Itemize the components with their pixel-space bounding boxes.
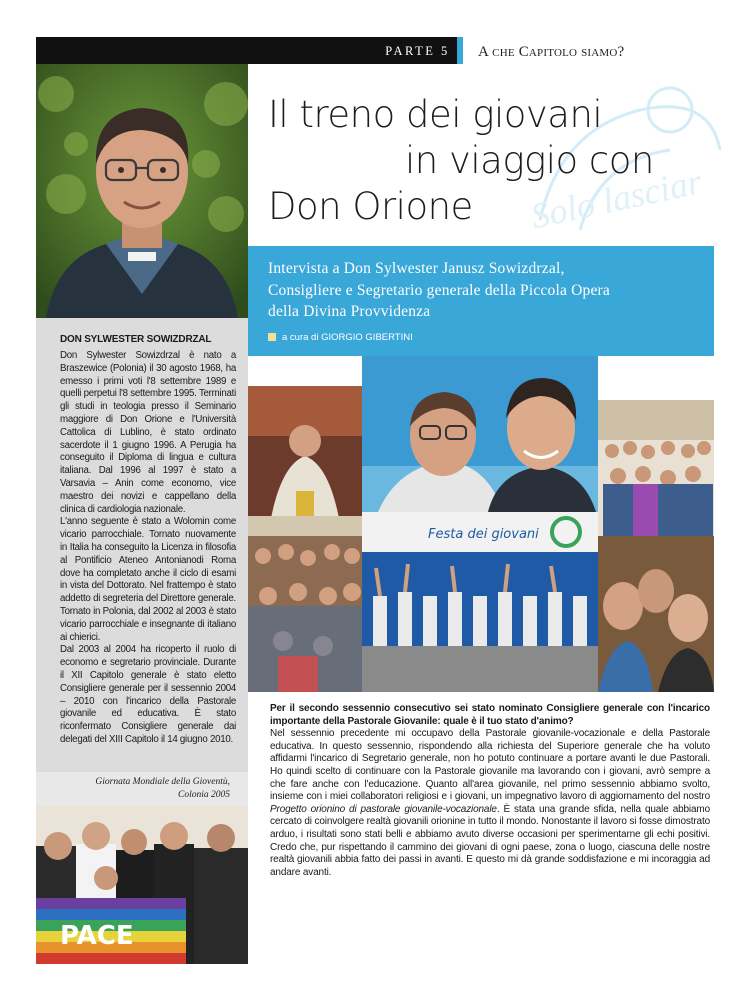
photo-collage: [248, 356, 714, 692]
youth-day-photo: [36, 806, 248, 964]
photo-caption: [60, 776, 230, 801]
interview-question: Per il secondo sessennio consecutivo sei stato nominato Consigliere generale con l'incarico importante della Pastorale Giovanile: quale è il tuo stato d'animo?: [270, 703, 710, 727]
interview-answer: [270, 728, 710, 879]
peace-flag-text: PACE: [60, 921, 134, 951]
stage-banner-text: Festa dei giovani: [428, 527, 539, 542]
subtitle-line: Intervista a Don Sylwester Janusz Sowizdrzal,: [268, 260, 565, 277]
headline-line: Il treno dei giovani: [268, 93, 603, 136]
part-tab-accent: [457, 37, 463, 64]
photo-group-right: [598, 400, 714, 536]
subtitle: [268, 258, 698, 323]
answer-text: Nel sessennio precedente mi occupavo della Pastorale giovanile-vocazionale e della Pastorale educativa. In questo sessennio, rispondendo alla richiesta del Superiore generale che ha voluto affidarmi l'incarico di Segretario generale, non ho potuto continuare a portare avanti le due Pastorali. Ho quindi scelto di continuare con la Pastorale giovanile ma lavorando con i giovani, avrò sempre a che fare anche con l'educazione. Quanto all'area giovanile, nel primo sessennio abbiamo svolto, insieme con i miei collaboratori religiosi e i giovani, un impegnativo lavoro di aggiornamento del nostro: [270, 728, 710, 803]
subtitle-line: della Divina Provvidenza: [268, 303, 431, 320]
headline: [268, 92, 654, 230]
section-title: A che Capitolo siamo?: [478, 44, 625, 60]
bio-paragraph: Dal 2003 al 2004 ha ricoperto il ruolo di economo e segretario provinciale. Durante il XII Capitolo generale è stato eletto Consigliere generale per il sessennio 2004 – 2010 con l'incarico della Pastorale giovanile ed educativa. È stato riconfermato Consigliere generale dai delegati del XIII Capitolo il 14 giugno 2010.: [60, 644, 236, 745]
bio-paragraph: L'anno seguente è stato a Wolomin come vicario parrocchiale. Tornato nuovamente in Italia ha conseguito la Licenza in filosofia al Pontificio Ateneo Antonianodi Roma dove ha completato anche il ciclo di esami in vista del Dottorato. Nel frattempo è stato addetto di segreteria del Direttore generale. Tornato in Polonia, dal 2002 al 2003 è stato vicario parrocchiale e insegnante di italiano ai chierici.: [60, 516, 236, 643]
byline-text: a cura di GIORGIO GIBERTINI: [282, 332, 413, 343]
photo-altar: [248, 386, 362, 536]
subtitle-line: Consigliere e Segretario generale della Piccola Opera: [268, 281, 610, 299]
byline: [268, 332, 413, 344]
photo-caption-line: Colonia 2005: [178, 789, 230, 800]
headline-line: Don Orione: [268, 185, 473, 228]
headline-line: in viaggio con: [405, 139, 654, 182]
photo-friends-right: [598, 536, 714, 692]
part-label: PARTE 5: [385, 44, 450, 58]
answer-text: . È stata una grande sfida, nella quale abbiamo cercato di coinvolgere realtà giovanili orionine in tutto il mondo. Nonostante il lavoro si fosse dimostrato arduo, i risultati sono stati belli e abbiamo avuto diverse occasioni per sperimentarne gli echi positivi. Credo che, pur rispettando il cammino dei giovani di ogni paese, zona o luogo, ciascuna delle nostre realtà giovanili abbia fatto dei passi in avanti. E questo mi dà grande soddisfazione e mi incoraggia ad andare avanti.: [270, 803, 710, 878]
bio-paragraph: Don Sylwester Sowizdrzal è nato a Braszewice (Polonia) il 30 agosto 1968, ha emesso i primi voti l'8 settembre 1989 e quelli perpetui l'8 settembre 1995. Terminati gli studi in teologia presso il Seminario maggiore di Don Orione e l'Università Cattolica di Lublino, è stato ordinato sacerdote il 1 giugno 1996. A Perugia ha conseguito il Diploma di lingua e cultura italiana. Dal 1996 al 1997 è stato a Varsavia – Anin come economo, vice maestro dei novizi e cappellano della clinica di cardiologia nazionale.: [60, 350, 236, 515]
watermark-text: Solo lasciar: [527, 161, 705, 237]
photo-caption-line: Giornata Mondiale della Gioventù,: [95, 777, 230, 787]
bio-text: [60, 350, 236, 747]
photo-two-young-men: [362, 356, 598, 512]
bio-name: DON SYLWESTER SOWIZDRZAL: [60, 334, 212, 345]
article-body: [270, 703, 710, 879]
photo-crowd-left: [248, 536, 362, 692]
photo-stage: [362, 512, 598, 692]
byline-square-icon: [268, 333, 276, 341]
portrait-photo: [36, 64, 248, 318]
answer-emphasis: Progetto orionino di pastorale giovanile-vocazionale: [270, 803, 497, 815]
